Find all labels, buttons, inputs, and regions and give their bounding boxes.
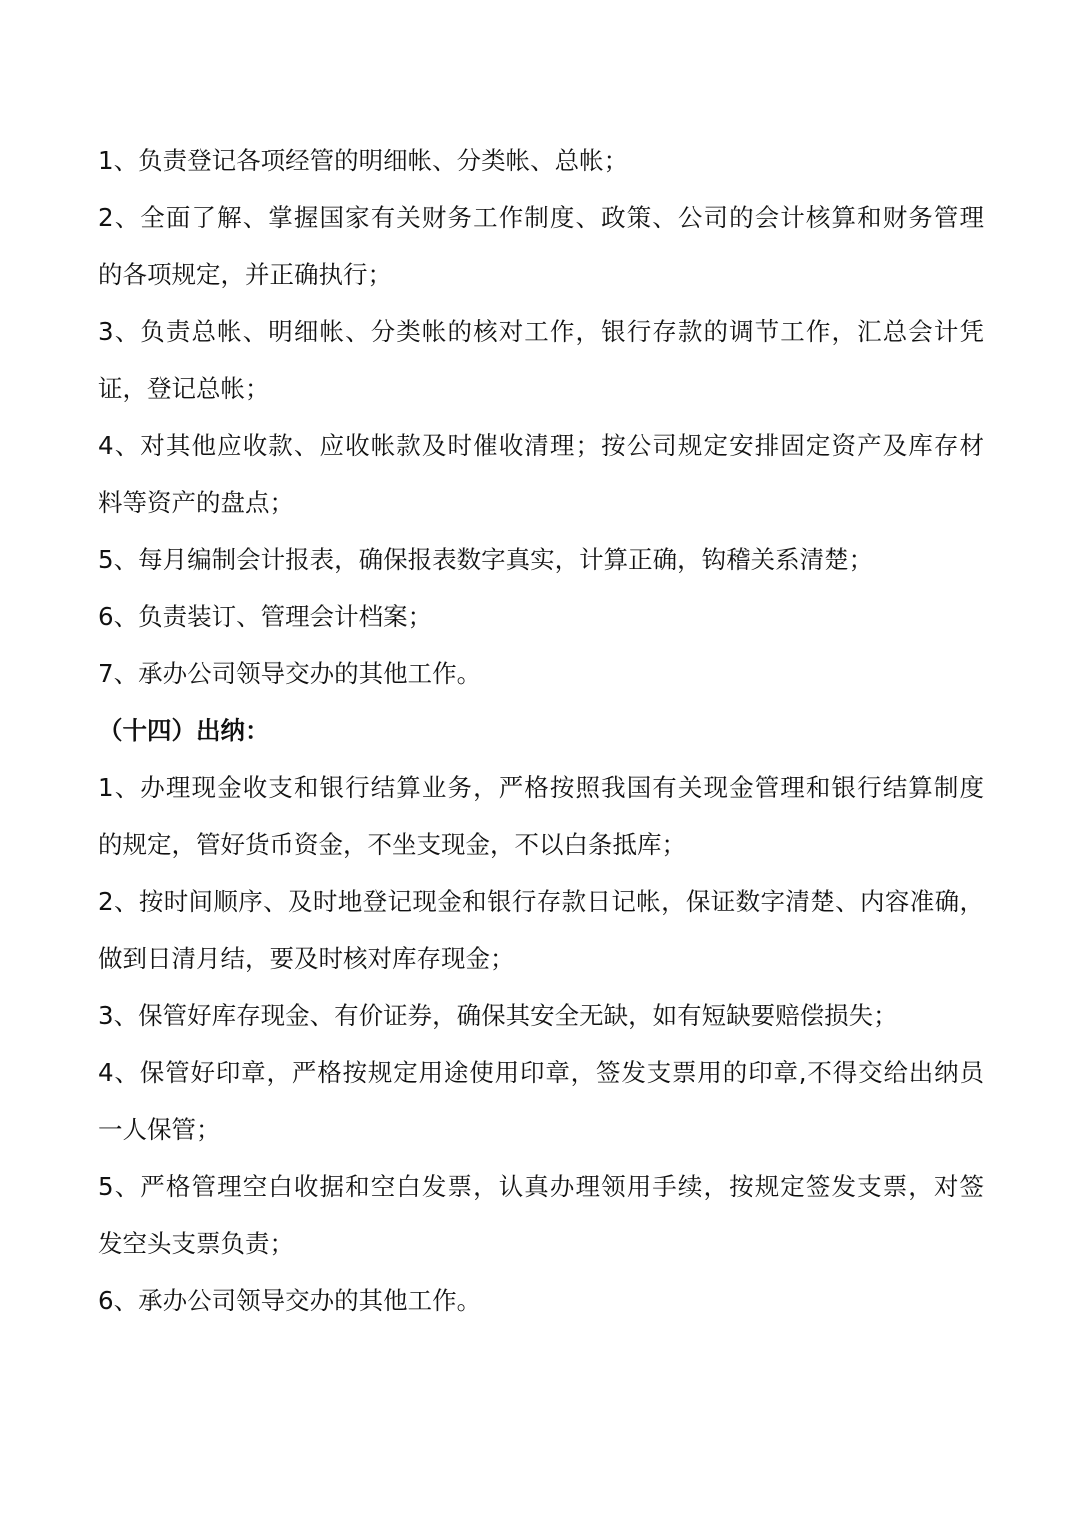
duty-line: 4、对其他应收款、应收帐款及时催收清理；按公司规定安排固定资产及库存材: [98, 431, 984, 460]
duty-item-3: [98, 303, 984, 417]
duty-item-2: [98, 873, 984, 987]
duty-line: 发空头支票负责；: [98, 1229, 294, 1258]
duty-line: 5、严格管理空白收据和空白发票，认真办理领用手续，按规定签发支票，对签: [98, 1172, 984, 1201]
section-heading-cashier: （十四）出纳：: [98, 716, 270, 745]
duty-item-6: [98, 1272, 984, 1329]
duty-line: 6、负责装订、管理会计档案；: [98, 602, 433, 631]
duty-line: 料等资产的盘点；: [98, 488, 294, 517]
duty-item-7: [98, 645, 984, 702]
duty-item-5: [98, 1158, 984, 1272]
duty-item-4: [98, 417, 984, 531]
duty-line: 1、负责登记各项经管的明细帐、分类帐、总帐；: [98, 146, 629, 175]
duty-line: 6、承办公司领导交办的其他工作。: [98, 1286, 482, 1315]
duty-line: 3、负责总帐、明细帐、分类帐的核对工作，银行存款的调节工作，汇总会计凭: [98, 317, 984, 346]
duty-item-2: [98, 189, 984, 303]
duty-line: 2、按时间顺序、及时地登记现金和银行存款日记帐，保证数字清楚、内容准确，: [98, 887, 984, 916]
duty-item-1: [98, 132, 984, 189]
duty-line: 3、保管好库存现金、有价证券，确保其安全无缺，如有短缺要赔偿损失；: [98, 1001, 898, 1030]
duty-line: 1、办理现金收支和银行结算业务，严格按照我国有关现金管理和银行结算制度: [98, 773, 984, 802]
duty-item-5: [98, 531, 984, 588]
duty-item-6: [98, 588, 984, 645]
document-body: [98, 132, 984, 1329]
duty-line: 2、全面了解、掌握国家有关财务工作制度、政策、公司的会计核算和财务管理: [98, 203, 984, 232]
duty-item-4: [98, 1044, 984, 1158]
duty-line: 的规定，管好货币资金，不坐支现金，不以白条抵库；: [98, 830, 686, 859]
duty-line: 7、承办公司领导交办的其他工作。: [98, 659, 482, 688]
duty-line: 证，登记总帐；: [98, 374, 270, 403]
duty-line: 的各项规定，并正确执行；: [98, 260, 392, 289]
duty-item-3: [98, 987, 984, 1044]
duty-line: 4、保管好印章，严格按规定用途使用印章，签发支票用的印章,不得交给出纳员: [98, 1058, 984, 1087]
duty-line: 做到日清月结，要及时核对库存现金；: [98, 944, 515, 973]
duty-line: 一人保管；: [98, 1115, 221, 1144]
accountant-duty-list: [98, 132, 984, 702]
duty-item-1: [98, 759, 984, 873]
cashier-duty-list: [98, 759, 984, 1329]
duty-line: 5、每月编制会计报表，确保报表数字真实，计算正确，钩稽关系清楚；: [98, 545, 874, 574]
